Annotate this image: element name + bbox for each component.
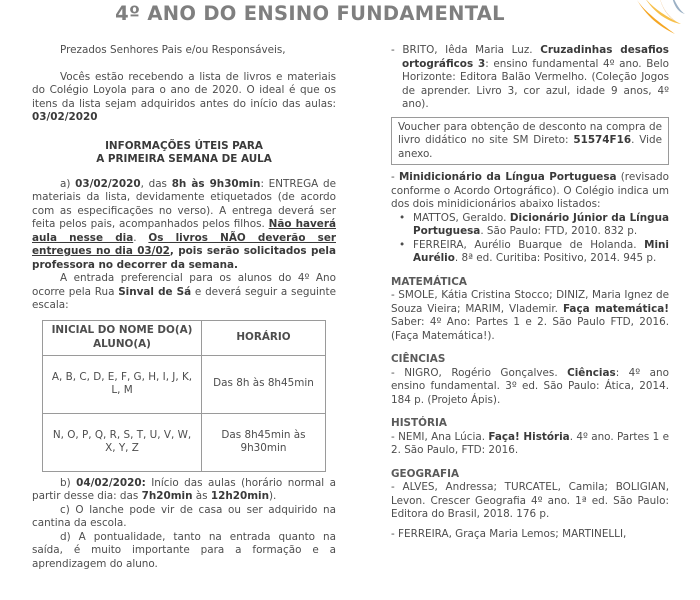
table-row (43, 413, 326, 471)
row-time: Das 8h às 8h45min (202, 355, 326, 413)
book-brito: - BRITO, Iêda Maria Luz. Cruzadinhas desafios ortográficos 3: ensino fundamental 4º ano. Belo Horizonte: Editora Balão Vermelho. (Coleção Jogos de aprender. Livro 3, cor azul, idade 9 anos, 4º ano). (391, 44, 669, 110)
voucher-box: Voucher para obtenção de desconto na compra de livro didático no site SM Direto: 51574F16. Vide anexo. (391, 117, 669, 166)
book-matematica: - SMOLE, Kátia Cristina Stocco; DINIZ, Maria Ignez de Souza Vieira; MARIM, Vlademir. Faça matemática! Saber: 4º Ano: Partes 1 e 2. São Paulo FTD, 2016. (Faça Matemática!). (391, 289, 669, 342)
voucher-code: 51574F16 (573, 134, 632, 146)
schedule-table (42, 320, 326, 472)
intro-date: 03/02/2020 (32, 111, 98, 123)
no-class-notice: Não haverá aula nesse dia (32, 218, 336, 244)
row-time: Das 8h45min às 9h30min (202, 413, 326, 471)
table-header-row (43, 320, 326, 355)
item-a: a) 03/02/2020, das 8h às 9h30min: ENTREGA de materiais da lista, devidamente etiquetados (de acordo com as especificações no verso). A entrega deverá ser feita pelos pais, acompanhados pelos filhos. Não haverá aula nesse dia. Os livros NÃO deverão ser entregues no dia 03/02, pois serão solicitados pela professora no decorrer da semana. (32, 177, 336, 271)
greeting: Prezados Senhores Pais e/ou Responsáveis, (60, 44, 286, 56)
table-row (43, 355, 326, 413)
info-heading: INFORMAÇÕES ÚTEIS PARA A PRIMEIRA SEMANA DE AULA (96, 139, 272, 165)
heading-historia: HISTÓRIA (391, 417, 447, 429)
page-title: 4º ANO DO ENSINO FUNDAMENTAL (115, 2, 505, 25)
row-letters: N, O, P, Q, R, S, T, U, V, W, X, Y, Z (43, 413, 202, 471)
item-d: d) A pontualidade, tanto na entrada quanto na saída, é muito importante para a formação e a aprendizagem do aluno. (32, 530, 336, 570)
intro-paragraph: Vocês estão recebendo a lista de livros e materiais do Colégio Loyola para o ano de 2020. O ideal é que os itens da lista sejam adquiridos antes do início das aulas: 03/02/2020 (32, 70, 336, 123)
left-column (32, 44, 336, 571)
item-b: b) 04/02/2020: Início das aulas (horário normal a partir desse dia: das 7h20min às 12h20min). (32, 476, 337, 502)
books-notice: Os livros NÃO deverão ser entregues no dia 03/02 (32, 231, 336, 257)
heading-geografia: GEOGRAFIA (391, 467, 460, 480)
book-geografia-2: - FERREIRA, Graça Maria Lemos; MARTINELLI, (391, 527, 627, 540)
right-column (391, 44, 669, 541)
book-ciencias: - NIGRO, Rogério Gonçalves. Ciências: 4º ano ensino fundamental. 3º ed. São Paulo: Ática, 2014. 184 p. (Projeto Ápis). (391, 366, 669, 406)
list-item: • FERREIRA, Aurélio Buarque de Holanda. Mini Aurélio. 8ª ed. Curitiba: Positivo, 2014. 945 p. (391, 239, 669, 266)
book-historia: - NEMI, Ana Lúcia. Faça! História. 4º ano. Partes 1 e 2. São Paulo, FTD: 2016. (391, 430, 670, 456)
heading-ciencias: CIÊNCIAS (391, 353, 446, 365)
heading-matematica: MATEMÁTICA (391, 275, 467, 288)
item-c: c) O lanche pode vir de casa ou ser adquirido na cantina da escola. (32, 503, 336, 529)
header-name: INICIAL DO NOME DO(A) ALUNO(A) (43, 320, 202, 355)
row-letters: A, B, C, D, E, F, G, H, I, J, K, L, M (43, 355, 202, 413)
logo-brush-icon (615, 0, 687, 38)
list-item: • MATTOS, Geraldo. Dicionário Júnior da Língua Portuguesa. São Paulo: FTD, 2010. 832 p. (391, 212, 669, 239)
book-geografia-1: - ALVES, Andressa; TURCATEL, Camila; BOLIGIAN, Levon. Crescer Geografia 4º ano. 1ª ed. São Paulo: Editora do Brasil, 2018. 176 p. (391, 481, 669, 520)
header-time: HORÁRIO (202, 320, 326, 355)
entrance-paragraph: A entrada preferencial para os alunos do 4º Ano ocorre pela Rua Sinval de Sá e deverá seguir a seguinte escala: (32, 272, 336, 311)
minidictionary-note: - Minidicionário da Língua Portuguesa (revisado conforme o Acordo Ortográfico). O Colégio indica um dos dois minidicionários abaixo listados: (391, 171, 669, 210)
